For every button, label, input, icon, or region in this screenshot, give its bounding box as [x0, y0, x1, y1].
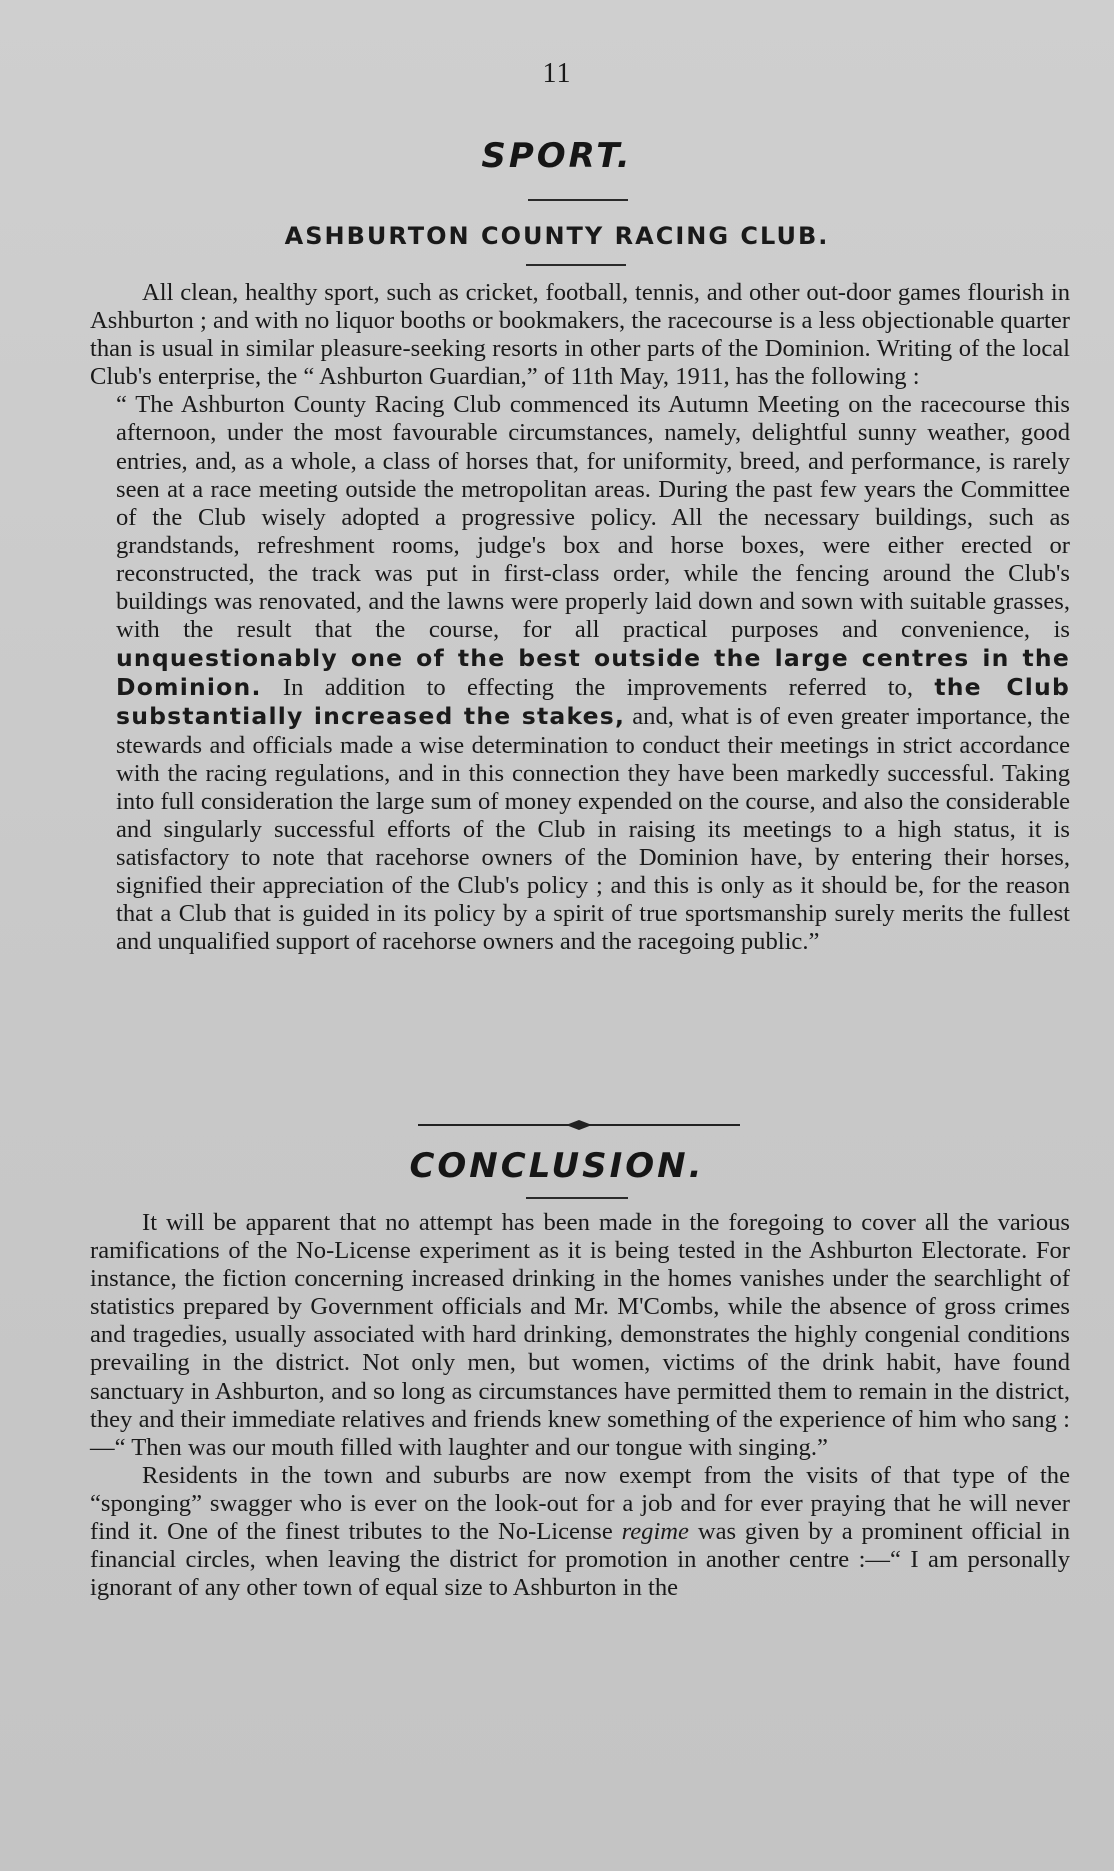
conclusion-paragraph-1: It will be apparent that no attempt has been made in the foregoing to cover all the various ramifications of the No-License experiment as it is being tested in the Ashburton Electorate. For instance, the fiction concerning increased drinking in the homes vanishes under the searchlight of statistics prepared by Government officials and Mr. M'Combs, while the absence of gross crimes and tragedies, usually associated with hard drinking, demonstrates the highly congenial conditions prevailing in the district. Not only men, but women, victims of the drink habit, have found sanctuary in Ashburton, and so long as circumstances have permitted them to remain in the district, they and their immediate relatives and friends knew something of the experience of him who sang :—“ Then was our mouth filled with laughter and our tongue with singing.”	[90, 1209, 1070, 1461]
sport-text-block	[90, 279, 1070, 956]
conclusion-rule	[526, 1197, 628, 1199]
regime-italic: regime	[621, 1518, 689, 1546]
quote-emphasis-1: unquestionably one of the best outside the large centres in the Dominion.	[116, 644, 1070, 702]
paragraph-2-text-1: Residents in the town and suburbs are now exempt from the visits of that type of the “sponging” swagger who is ever on the look-out for a job and for ever praying that he will never find it. One of the finest tributes to the No-License	[90, 1461, 1070, 1546]
sport-intro-paragraph: All clean, healthy sport, such as cricket, football, tennis, and other out-door games flourish in Ashburton ; and with no liquor booths or bookmakers, the racecourse is a less objectionable quarter than is usual in similar pleasure-seeking resorts in other parts of the Dominion. Writing of the local Club's enterprise, the “ Ashburton Guardian,” of 11th May, 1911, has the following :	[90, 279, 1070, 391]
quote-text-3: and, what is of even greater importance, the stewards and officials made a wise determination to conduct their meetings in strict accordance with the racing regulations, and in this connection they have been markedly successful. Taking into full consideration the large sum of money expended on the course, and also the considerable and singularly successful efforts of the Club in raising its meetings to a high status, it is satisfactory to note that racehorse owners of the Dominion have, by entering their horses, signified their appreciation of the Club's policy ; and this is only as it should be, for the reason that a Club that is guided in its policy by a spirit of true sportsmanship surely merits the fullest and unqualified support of racehorse owners and the racegoing public.”	[116, 703, 1070, 956]
subtitle-rule	[526, 264, 626, 266]
page-number: 11	[542, 58, 572, 89]
section-divider-ornament	[418, 1119, 740, 1131]
paragraph-2-text-2: was given by a prominent official in financial circles, when leaving the district for promotion in another centre :—“ I am personally ignorant of any other town of equal size to Ashburton in the	[90, 1518, 1071, 1602]
quote-emphasis-2: the Club substantially increased the stakes,	[116, 673, 1070, 731]
guardian-quote-paragraph	[90, 391, 1070, 956]
section-title-conclusion: CONCLUSION.	[409, 1146, 705, 1186]
conclusion-paragraph-2	[90, 1462, 1070, 1602]
title-rule	[528, 199, 628, 201]
quote-text-2: In addition to effecting the improvements referred to,	[282, 674, 913, 702]
section-title-sport: SPORT.	[481, 136, 633, 176]
quote-text-1: “ The Ashburton County Racing Club commenced its Autumn Meeting on the racecourse this afternoon, under the most favourable circumstances, namely, delightful sunny weather, good entries, and, as a whole, a class of horses that, for uniformity, breed, and performance, is rarely seen at a race meeting outside the metropolitan areas. During the past few years the Committee of the Club wisely adopted a progressive policy. All the necessary buildings, such as grandstands, refreshment rooms, judge's box and horse boxes, were either erected or reconstructed, the track was put in first-class order, while the fencing around the Club's buildings was renovated, and the lawns were properly laid down and sown with suitable grasses, with the result that the course, for all practical purposes and convenience, is	[116, 391, 1070, 644]
section-subtitle: ASHBURTON COUNTY RACING CLUB.	[284, 222, 830, 250]
conclusion-text-block	[90, 1209, 1070, 1602]
